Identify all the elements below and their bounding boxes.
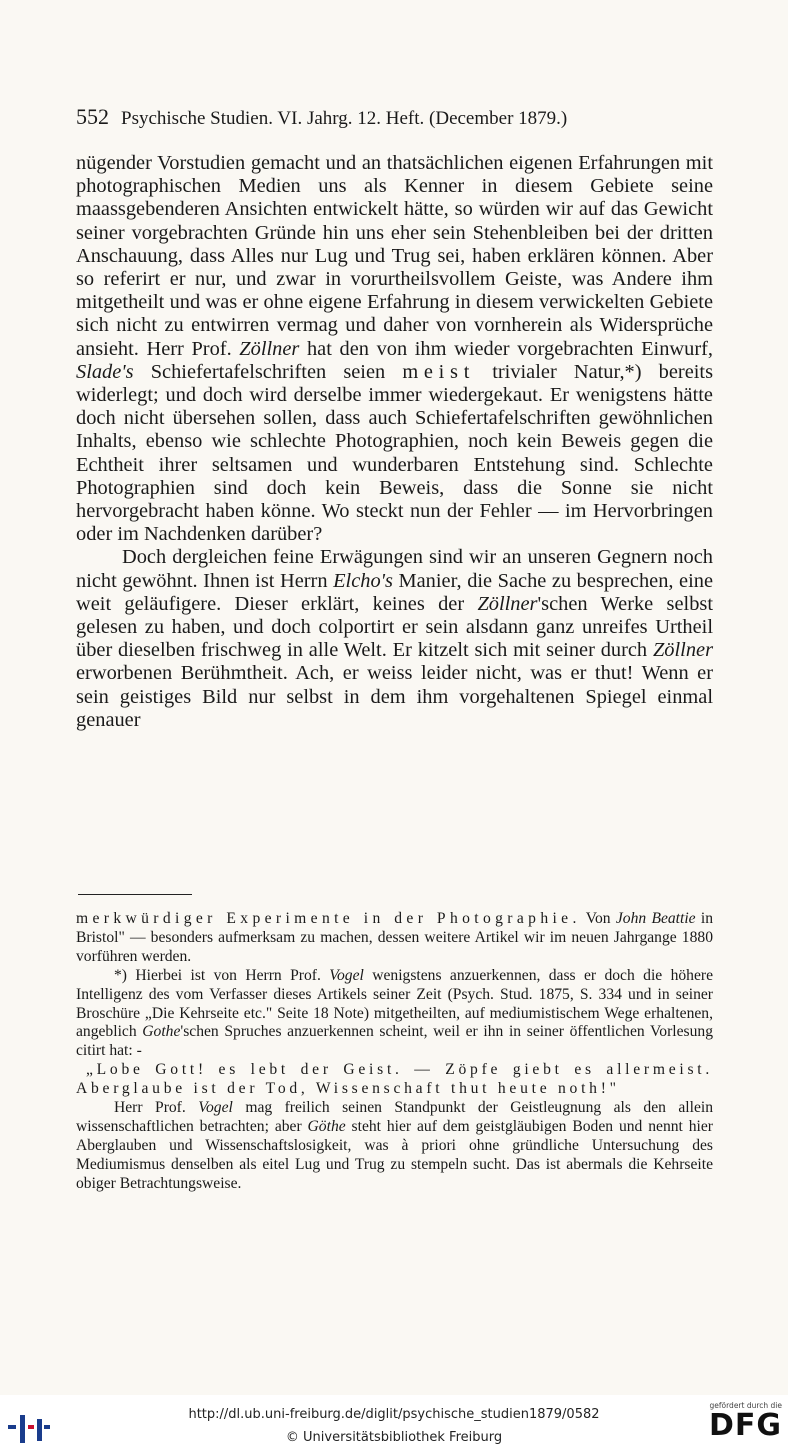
name-vogel: Vogel bbox=[329, 966, 364, 984]
page-number: 552 bbox=[76, 104, 109, 129]
viewer-footer bbox=[0, 1395, 788, 1454]
footnote-last: Herr Prof. Vogel mag freilich seinen Standpunkt der Geistleugnung als den allein wissenschaftlichen betrachten; aber Göthe steht hier auf dem geistgläubigen Boden und nennt hier Aberglauben und Wissenschaftslosigkeit, was à priori ohne gründliche Untersuchung des Mediumismus denselben als eitel Lug und Trug zu stempeln sucht. Das ist abermals die Kehrseite obiger Betrachtungsweise. bbox=[76, 1099, 714, 1192]
running-title: Psychische Studien. VI. Jahrg. 12. Heft. (December 1879.) bbox=[121, 108, 568, 129]
name-zoellner: Zöllner bbox=[652, 639, 713, 662]
name-slade: Slade's bbox=[76, 360, 134, 383]
spaced-emphasis: meist bbox=[402, 360, 476, 383]
name-elcho: Elcho's bbox=[333, 569, 393, 592]
running-header bbox=[76, 104, 716, 130]
footnotes bbox=[76, 910, 713, 1194]
copyright-text: © Universitätsbibliothek Freiburg bbox=[285, 1430, 503, 1445]
dfg-logo-icon bbox=[694, 1401, 782, 1451]
dfg-mark: DFG bbox=[708, 1408, 782, 1443]
footnote-rule bbox=[78, 894, 192, 895]
name-zoellner: Zöllner bbox=[239, 337, 300, 360]
paragraph-1: nügender Vorstudien gemacht und an thatsächlichen eigenen Erfahrungen mit photographischen Medien uns als Kenner in diesem Gebiete seine maassgebenderen Ansichten entwickelt hätte, so würden wir auf das Gewicht seiner vorgebrachten Gründe hin uns eher sein Stehenbleiben bei der dritten Anschauung, dass Alles nur Lug und Trug sei, haben erklären können. Aber so referirt er nur, und zwar in vorurtheilsvollem Geiste, was Andere ihm mitgetheilt und was er ohne eigene Erfahrung in diesem verwickelten Gebiete sich nicht zu entwirren vermag und daher von vornherein als Widersprüche ansieht. Herr Prof. Zöllner hat den von ihm wieder vorgebrachten Einwurf, Slade's Schiefertafelschriften seien meist trivialer Natur,*) bereits widerlegt; und doch wird derselbe immer wiedergekaut. Er wenigstens hätte doch nicht übersehen sollen, dass auch Schiefertafelschriften gewöhnlichen Inhalts, ebenso wie schlechte Photographien, noch kein Beweis gegen die Echtheit ihrer seltsamen und wunderbaren Entstehung sind. Schlechte Photographien sind doch kein Beweis, dass die Sonne sie nicht hervorgebracht haben könne. Wo steckt nun der Fehler — im Hervorbringen oder im Nachdenken darüber? bbox=[76, 152, 714, 546]
source-url-link[interactable]: http://dl.ub.uni-freiburg.de/diglit/psychische_studien1879/0582 bbox=[188, 1407, 600, 1422]
dfg-note: gefördert durch die bbox=[709, 1401, 782, 1410]
name-zoellner: Zöllner bbox=[477, 592, 538, 615]
name-goethe: Göthe bbox=[307, 1117, 346, 1135]
footnote-quote: „Lobe Gott! es lebt der Geist. — Zöpfe giebt es allermeist. Aberglaube ist der Tod, Wissenschaft thut heute noth!" bbox=[76, 1061, 713, 1098]
name-gothe: Gothe bbox=[142, 1023, 181, 1041]
name-vogel: Vogel bbox=[198, 1099, 233, 1117]
footnote-star: *) Hierbei ist von Herrn Prof. Vogel wenigstens anzuerkennen, dass er doch die höhere Intelligenz des vom Verfasser dieses Artikels seiner Zeit (Psych. Stud. 1875, S. 334 und in seiner Broschüre „Die Kehrseite etc." Seite 18 Note) mitgetheilten, auf mediumistischem Wege erhaltenen, angeblich Gothe'schen Spruches anzuerkennen scheint, weil er ihn in seiner öffentlichen Vorlesung citirt hat: - bbox=[76, 966, 714, 1060]
name-beattie: John Beattie bbox=[615, 910, 696, 927]
footnote-continuation: merkwürdiger Experimente in der Photographie. Von John Beattie in Bristol" — besonders aufmerksam zu machen, dessen weitere Artikel wir im neuen Jahrgange 1880 vorführen werden. bbox=[76, 910, 714, 965]
paragraph-2: Doch dergleichen feine Erwägungen sind wir an unseren Gegnern noch nicht gewöhnt. Ihnen ist Herrn Elcho's Manier, die Sache zu besprechen, eine weit geläufigere. Dieser erklärt, keines der Zöllner'schen Werke selbst gelesen zu haben, und doch colportirt er sein alsdann ganz unreifes Urtheil über dieselben frischweg in alle Welt. Er kitzelt sich mit seiner durch Zöllner erworbenen Berühmtheit. Ach, er weiss leider nicht, was er thut! Wenn er sein geistiges Bild nur selbst in dem ihm vorgehaltenen Spiegel einmal genauer bbox=[76, 546, 713, 731]
body-text bbox=[76, 152, 713, 732]
